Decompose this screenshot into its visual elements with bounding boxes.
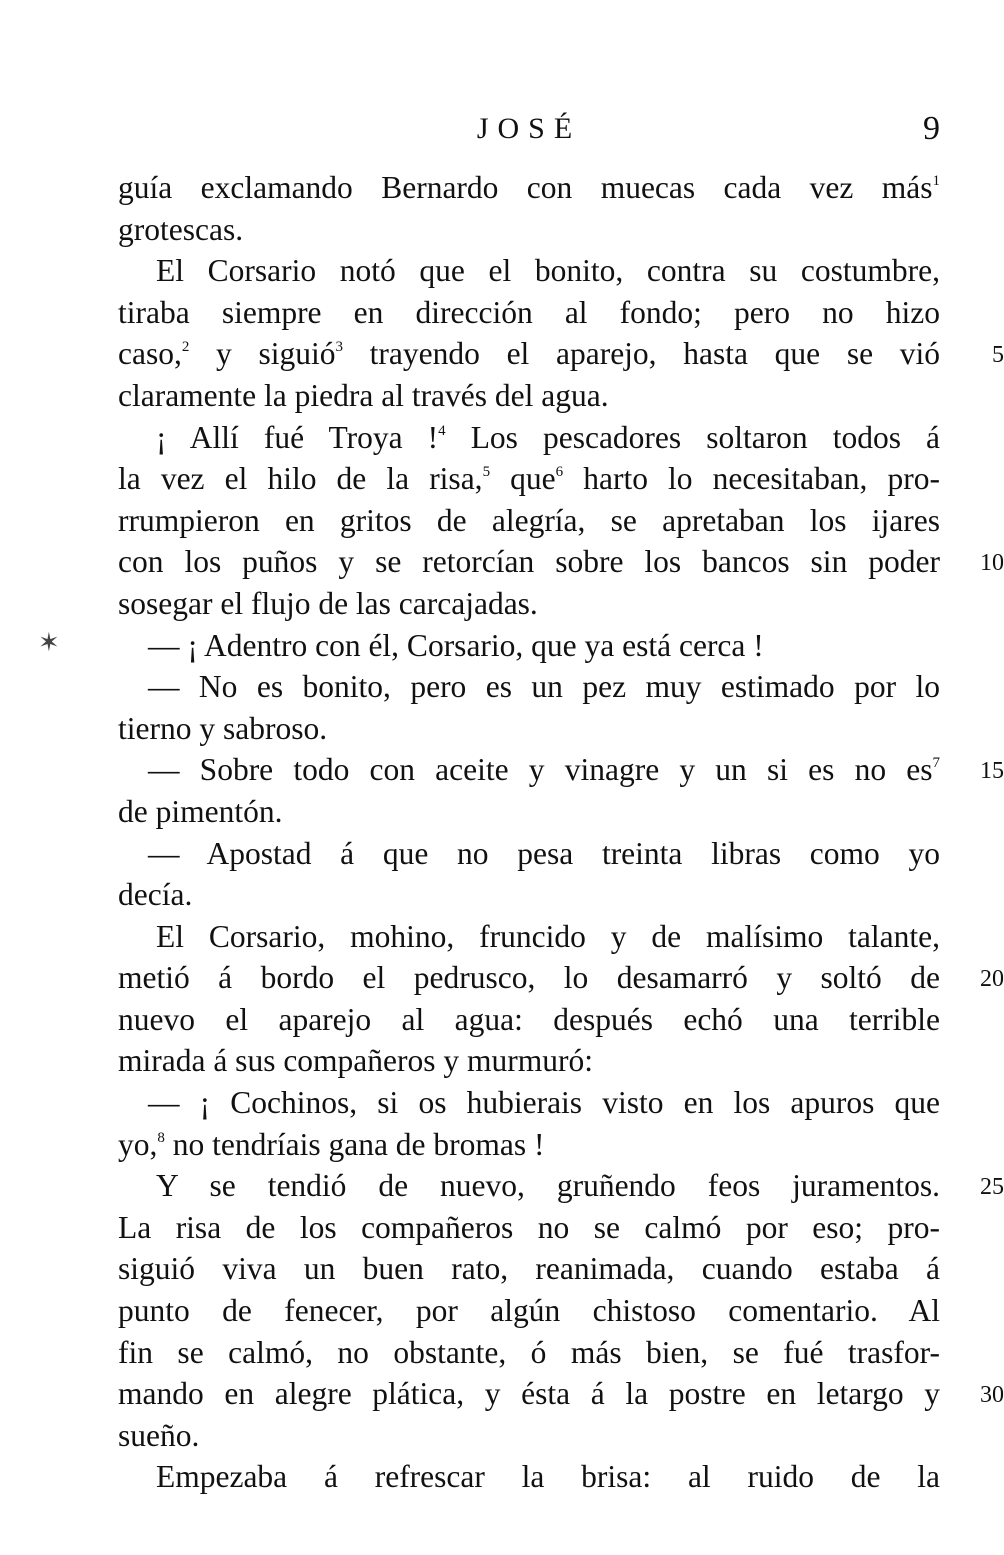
text-segment: Y se tendió de nuevo, gruñendo feos juramentos. [156,1168,940,1204]
text-segment: metió á bordo el pedrusco, lo desamarró y soltó de [118,960,940,996]
text-segment: la vez el hilo de la risa, [118,461,483,497]
text-line [118,999,940,1041]
text-line [118,1082,940,1124]
line-number: 15 [980,758,1004,785]
text-segment: rrumpieron en gritos de alegría, se apretaban los ijares [118,502,940,538]
text-segment: yo, [118,1126,158,1162]
text-segment: — Apostad á que no pesa treinta libras como yo [148,835,940,871]
text-segment: Empezaba á refrescar la brisa: al ruido de la [156,1459,940,1495]
text-segment: grotescas. [118,211,244,247]
text-line [118,708,940,750]
text-line [118,957,1004,999]
text-line [118,1165,1004,1207]
text-line [118,583,940,625]
text-line [118,625,940,667]
line-number: 20 [980,966,1004,993]
text-line [118,916,940,958]
text-line [118,1373,1004,1415]
text-segment: que [490,461,556,497]
text-segment: harto lo necesitaban, pro- [563,461,941,497]
text-line [118,1290,940,1332]
text-line [118,250,940,292]
text-line [118,833,940,875]
text-segment: no tendríais gana de bromas ! [164,1126,545,1162]
text-segment: decía. [118,877,193,913]
page-header [118,104,940,154]
text-segment: mando en alegre plática, y ésta á la postre en letargo y [118,1376,940,1412]
text-line [118,1207,940,1249]
text-segment: y siguió [189,336,336,372]
running-head: JOSÉ [476,112,582,145]
body-text [118,167,1004,1498]
text-line [118,1332,940,1374]
footnote-ref: 7 [932,755,940,772]
text-segment: sosegar el flujo de las carcajadas. [118,585,538,621]
text-segment: con los puños y se retorcían sobre los bancos sin poder [118,544,940,580]
text-segment: La risa de los compañeros no se calmó por eso; pro- [118,1209,940,1245]
text-segment: — ¡ Cochinos, si os hubierais visto en los apuros que [148,1085,940,1121]
footnote-ref: 1 [932,173,940,189]
text-line [118,458,940,500]
text-segment: Los pescadores soltaron todos á [445,419,940,455]
text-segment: mirada á sus compañeros y murmuró: [118,1043,594,1079]
footnote-ref: 6 [555,464,564,481]
text-line [118,541,1004,583]
text-line [118,375,940,417]
line-number: 10 [980,550,1004,577]
text-line [118,1124,940,1166]
line-number: 5 [992,342,1004,369]
text-segment: tierno y sabroso. [118,710,328,746]
text-line [118,292,940,334]
page-number: 9 [923,110,940,147]
line-number: 30 [980,1382,1004,1409]
text-line [118,1248,940,1290]
text-line [118,874,940,916]
footnote-ref: 5 [482,464,491,481]
text-line [118,1040,940,1082]
footnote-ref: 3 [335,339,343,356]
text-segment: nuevo el aparejo al agua: después echó una terrible [118,1001,940,1037]
text-line [118,500,940,542]
text-line [118,333,1004,375]
text-segment: tiraba siempre en dirección al fondo; pero no hizo [118,294,940,330]
footnote-ref: 2 [181,339,190,356]
margin-asterisk-mark: ✶ [38,628,60,658]
text-segment: claramente la piedra al través del agua. [118,377,609,413]
text-line [118,167,940,209]
text-line [118,666,940,708]
text-segment: trayendo el aparejo, hasta que se vió [343,336,940,372]
text-line [118,749,1004,791]
text-segment: siguió viva un buen rato, reanimada, cuando estaba á [118,1251,940,1287]
text-segment: — No es bonito, pero es un pez muy estimado por lo [148,669,940,705]
line-number: 25 [980,1174,1004,1201]
footnote-ref: 8 [157,1129,165,1146]
text-segment: sueño. [118,1417,200,1453]
text-segment: caso, [118,336,182,372]
text-segment: El Corsario notó que el bonito, contra su costumbre, [156,253,940,289]
text-segment: guía exclamando Bernardo con muecas cada vez más [118,170,933,205]
text-segment: El Corsario, mohino, fruncido y de malísimo talante, [156,918,940,954]
text-line [118,1415,940,1457]
text-segment: ¡ Allí fué Troya ! [156,419,439,455]
text-segment: fin se calmó, no obstante, ó más bien, se fué trasfor- [118,1334,940,1370]
text-line [118,1456,940,1498]
text-line [118,791,940,833]
text-line [118,209,940,251]
text-segment: — Sobre todo con aceite y vinagre y un si es no es [148,752,933,788]
text-segment: de pimentón. [118,793,283,829]
text-line [118,417,940,459]
text-segment: — ¡ Adentro con él, Corsario, que ya está cerca ! [148,627,764,663]
text-segment: punto de fenecer, por algún chistoso comentario. Al [118,1293,940,1329]
footnote-ref: 4 [438,422,446,439]
